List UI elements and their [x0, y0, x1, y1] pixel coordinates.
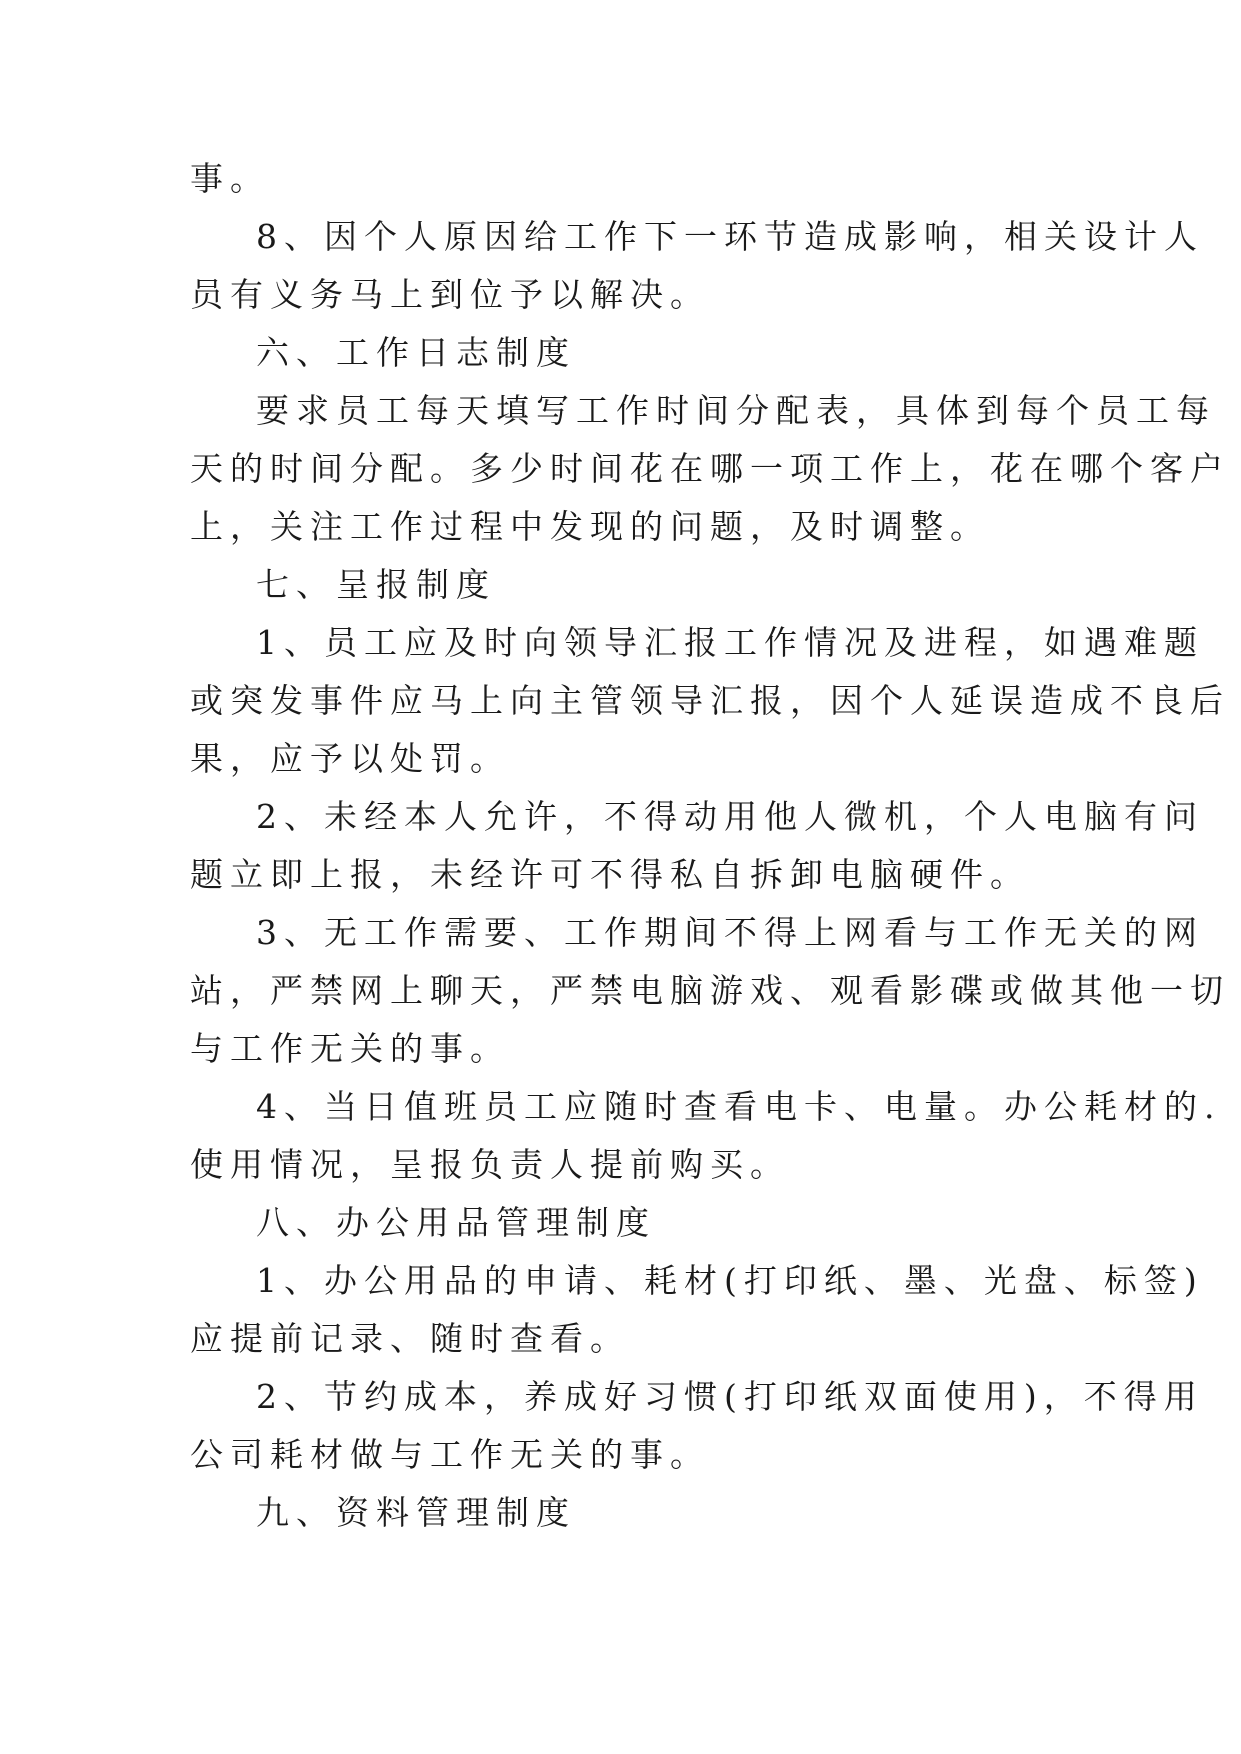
text-line: 2、未经本人允许，不得动用他人微机，个人电脑有问	[256, 797, 1204, 836]
text-line: 员有义务马上到位予以解决。	[190, 275, 710, 314]
text-line: 或突发事件应马上向主管领导汇报，因个人延误造成不良后	[190, 681, 1230, 720]
text-line: 九、资料管理制度	[256, 1493, 576, 1532]
text-line: 站，严禁网上聊天，严禁电脑游戏、观看影碟或做其他一切	[190, 971, 1230, 1010]
text-line: 果，应予以处罚。	[190, 739, 510, 778]
text-line: 公司耗材做与工作无关的事。	[190, 1435, 710, 1474]
text-line: 要求员工每天填写工作时间分配表，具体到每个员工每	[256, 391, 1216, 430]
text-line: 与工作无关的事。	[190, 1029, 510, 1068]
document-body	[190, 150, 1230, 1542]
text-line: 4、当日值班员工应随时查看电卡、电量。办公耗材的.	[256, 1087, 1222, 1126]
text-line: 七、呈报制度	[256, 565, 496, 604]
text-line: 事。	[190, 159, 270, 198]
text-line: 上，关注工作过程中发现的问题，及时调整。	[190, 507, 990, 546]
text-line: 六、工作日志制度	[256, 333, 576, 372]
text-line: 3、无工作需要、工作期间不得上网看与工作无关的网	[256, 913, 1204, 952]
text-line: 应提前记录、随时查看。	[190, 1319, 630, 1358]
text-line: 1、办公用品的申请、耗材(打印纸、墨、光盘、标签)	[256, 1261, 1204, 1300]
text-line: 2、节约成本，养成好习惯(打印纸双面使用)，不得用	[256, 1377, 1204, 1416]
text-line: 题立即上报，未经许可不得私自拆卸电脑硬件。	[190, 855, 1030, 894]
text-line: 天的时间分配。多少时间花在哪一项工作上，花在哪个客户	[190, 449, 1230, 488]
text-line: 八、办公用品管理制度	[256, 1203, 656, 1242]
text-line: 使用情况，呈报负责人提前购买。	[190, 1145, 790, 1184]
text-line: 8、因个人原因给工作下一环节造成影响，相关设计人	[256, 217, 1204, 256]
text-line: 1、员工应及时向领导汇报工作情况及进程，如遇难题	[256, 623, 1204, 662]
